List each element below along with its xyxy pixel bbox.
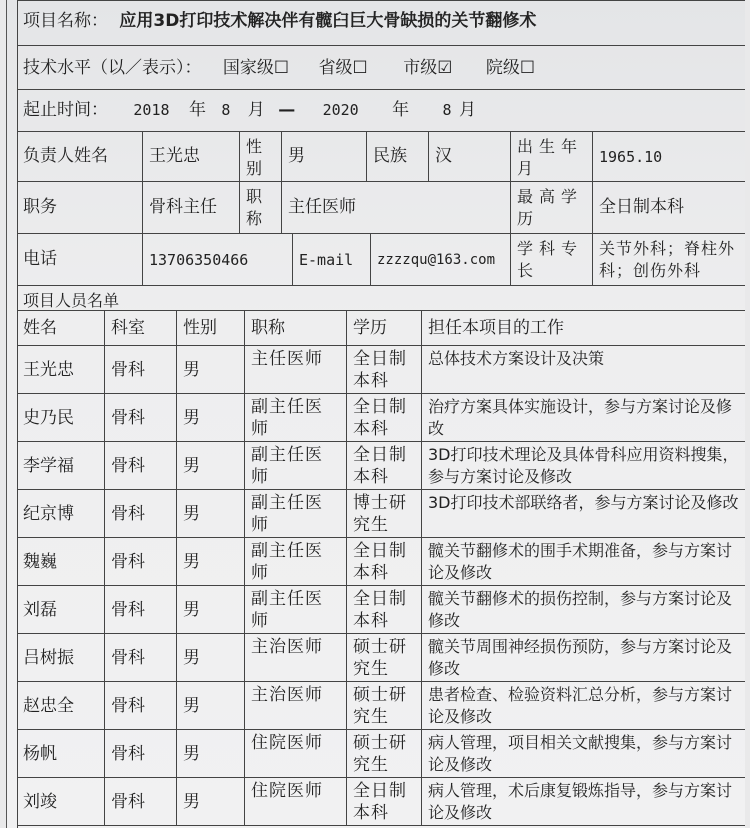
member-name: 刘竣 <box>17 778 105 825</box>
table-row <box>17 778 745 826</box>
table-row <box>17 346 745 394</box>
leader-specialty-label: 学科专长 <box>511 234 593 285</box>
member-education: 博士研究生 <box>347 490 422 537</box>
member-department: 骨科 <box>105 730 177 777</box>
leader-birth-label: 出生年月 <box>511 132 593 181</box>
member-gender: 男 <box>177 586 245 633</box>
header-member-department: 科室 <box>105 311 177 345</box>
leader-gender: 男 <box>282 132 367 181</box>
tech-level-label: 技术水平（以／表示）： <box>23 58 202 78</box>
member-duty: 病人管理，术后康复锻炼指导，参与方案讨论及修改 <box>428 781 733 822</box>
leader-row-1 <box>17 132 745 182</box>
member-name: 魏巍 <box>17 538 105 585</box>
header-member-title: 职称 <box>245 311 347 345</box>
member-title: 住院医师 <box>245 730 347 777</box>
document-sheet <box>6 0 745 828</box>
period-start-month: 8 <box>221 101 231 119</box>
leader-ethnicity-label: 民族 <box>367 132 429 181</box>
member-gender: 男 <box>177 682 245 729</box>
member-duty: 总体技术方案设计及决策 <box>428 349 605 368</box>
project-name-cell <box>17 0 745 45</box>
period-year-1: 年 <box>188 100 206 120</box>
table-row <box>17 634 745 682</box>
member-education: 全日制本科 <box>347 586 422 633</box>
member-name: 纪京博 <box>17 490 105 537</box>
member-department: 骨科 <box>105 538 177 585</box>
member-education: 全日制本科 <box>347 778 422 825</box>
member-education: 全日制本科 <box>347 346 422 393</box>
project-name-label: 项目名称： <box>23 11 108 31</box>
member-gender: 男 <box>177 346 245 393</box>
member-title: 主治医师 <box>245 634 347 681</box>
leader-title: 主任医师 <box>282 182 511 233</box>
tech-level-hospital: 院级☐ <box>485 58 536 78</box>
period-label: 起止时间： <box>23 100 108 120</box>
members-section-title: 项目人员名单 <box>23 291 120 310</box>
member-department: 骨科 <box>105 682 177 729</box>
member-title: 副主任医师 <box>245 490 347 537</box>
member-duty: 病人管理，项目相关文献搜集，参与方案讨论及修改 <box>428 733 733 774</box>
period-row <box>17 90 745 132</box>
period-end-month: 8 <box>442 101 452 119</box>
period-month-1: 月 <box>247 100 265 120</box>
period-end-year: 2020 <box>322 101 359 119</box>
member-gender: 男 <box>177 394 245 441</box>
member-gender: 男 <box>177 538 245 585</box>
tech-level-provincial: 省级☐ <box>318 58 368 78</box>
member-department: 骨科 <box>105 634 177 681</box>
member-title: 主任医师 <box>245 346 347 393</box>
table-row <box>17 682 745 730</box>
tech-level-city: 市级☑ <box>403 58 453 78</box>
leader-row-2 <box>17 182 745 234</box>
leader-ethnicity: 汉 <box>429 132 511 181</box>
member-title: 副主任医师 <box>245 442 347 489</box>
member-gender: 男 <box>177 634 245 681</box>
table-row <box>17 442 745 490</box>
period-start-year: 2018 <box>133 101 170 119</box>
period-year-2: 年 <box>392 100 410 120</box>
leader-specialty: 关节外科；脊柱外科；创伤外科 <box>599 239 736 280</box>
member-name: 杨帆 <box>17 730 105 777</box>
member-name: 赵忠全 <box>17 682 105 729</box>
period-cell <box>17 90 745 131</box>
header-member-education: 学历 <box>347 311 422 345</box>
member-education: 全日制本科 <box>347 394 422 441</box>
leader-name-label: 负责人姓名 <box>17 132 143 181</box>
table-row <box>17 586 745 634</box>
member-duty: 治疗方案具体实施设计，参与方案讨论及修改 <box>428 397 733 438</box>
member-gender: 男 <box>177 730 245 777</box>
project-name-row <box>17 0 745 46</box>
period-dash: — <box>278 100 296 120</box>
leader-position-label: 职务 <box>17 182 143 233</box>
table-row <box>17 730 745 778</box>
project-name-value: 应用3D打印技术解决伴有髋臼巨大骨缺损的关节翻修术 <box>119 11 537 31</box>
leader-email-label: E-mail <box>293 234 371 285</box>
leader-birth: 1965.10 <box>599 148 663 166</box>
member-duty: 患者检查、检验资料汇总分析，参与方案讨论及修改 <box>428 685 733 726</box>
header-member-duty: 担任本项目的工作 <box>428 318 564 338</box>
member-gender: 男 <box>177 490 245 537</box>
member-duty: 3D打印技术理论及具体骨科应用资料搜集，参与方案讨论及修改 <box>428 445 739 486</box>
leader-name: 王光忠 <box>143 132 240 181</box>
members-header-row <box>17 310 745 346</box>
member-department: 骨科 <box>105 490 177 537</box>
table-row <box>17 394 745 442</box>
period-month-2: 月 <box>458 100 476 120</box>
member-name: 李学福 <box>17 442 105 489</box>
leader-gender-label: 性别 <box>240 132 282 181</box>
member-title: 副主任医师 <box>245 394 347 441</box>
member-duty: 髋关节周围神经损伤预防，参与方案讨论及修改 <box>428 637 733 678</box>
leader-row-3 <box>17 234 745 286</box>
member-duty: 3D打印技术部联络者，参与方案讨论及修改 <box>428 493 739 512</box>
member-name: 刘磊 <box>17 586 105 633</box>
table-row <box>17 538 745 586</box>
header-member-gender: 性别 <box>177 311 245 345</box>
member-department: 骨科 <box>105 346 177 393</box>
member-department: 骨科 <box>105 442 177 489</box>
member-duty: 髋关节翻修术的损伤控制，参与方案讨论及修改 <box>428 589 733 630</box>
member-title: 副主任医师 <box>245 538 347 585</box>
member-title: 主治医师 <box>245 682 347 729</box>
member-education: 全日制本科 <box>347 538 422 585</box>
leader-position: 骨科主任 <box>143 182 240 233</box>
member-education: 硕士研究生 <box>347 634 422 681</box>
member-gender: 男 <box>177 442 245 489</box>
member-duty: 髋关节翻修术的围手术期准备，参与方案讨论及修改 <box>428 541 733 582</box>
member-department: 骨科 <box>105 394 177 441</box>
leader-education: 全日制本科 <box>599 197 684 217</box>
tech-level-row <box>17 46 745 90</box>
leader-phone-label: 电话 <box>17 234 143 285</box>
member-education: 全日制本科 <box>347 442 422 489</box>
member-name: 史乃民 <box>17 394 105 441</box>
member-gender: 男 <box>177 778 245 825</box>
member-department: 骨科 <box>105 778 177 825</box>
member-title: 副主任医师 <box>245 586 347 633</box>
leader-education-label: 最高学历 <box>511 182 593 233</box>
table-row <box>17 490 745 538</box>
leader-email: zzzzqu@163.com <box>371 234 511 285</box>
tech-level-cell <box>17 46 745 89</box>
member-department: 骨科 <box>105 586 177 633</box>
leader-phone: 13706350466 <box>143 234 293 285</box>
header-member-name: 姓名 <box>17 311 105 345</box>
member-title: 住院医师 <box>245 778 347 825</box>
leader-title-label: 职称 <box>240 182 282 233</box>
tech-level-national: 国家级☐ <box>222 58 290 78</box>
member-education: 硕士研究生 <box>347 730 422 777</box>
member-education: 硕士研究生 <box>347 682 422 729</box>
member-name: 王光忠 <box>17 346 105 393</box>
member-name: 吕树振 <box>17 634 105 681</box>
